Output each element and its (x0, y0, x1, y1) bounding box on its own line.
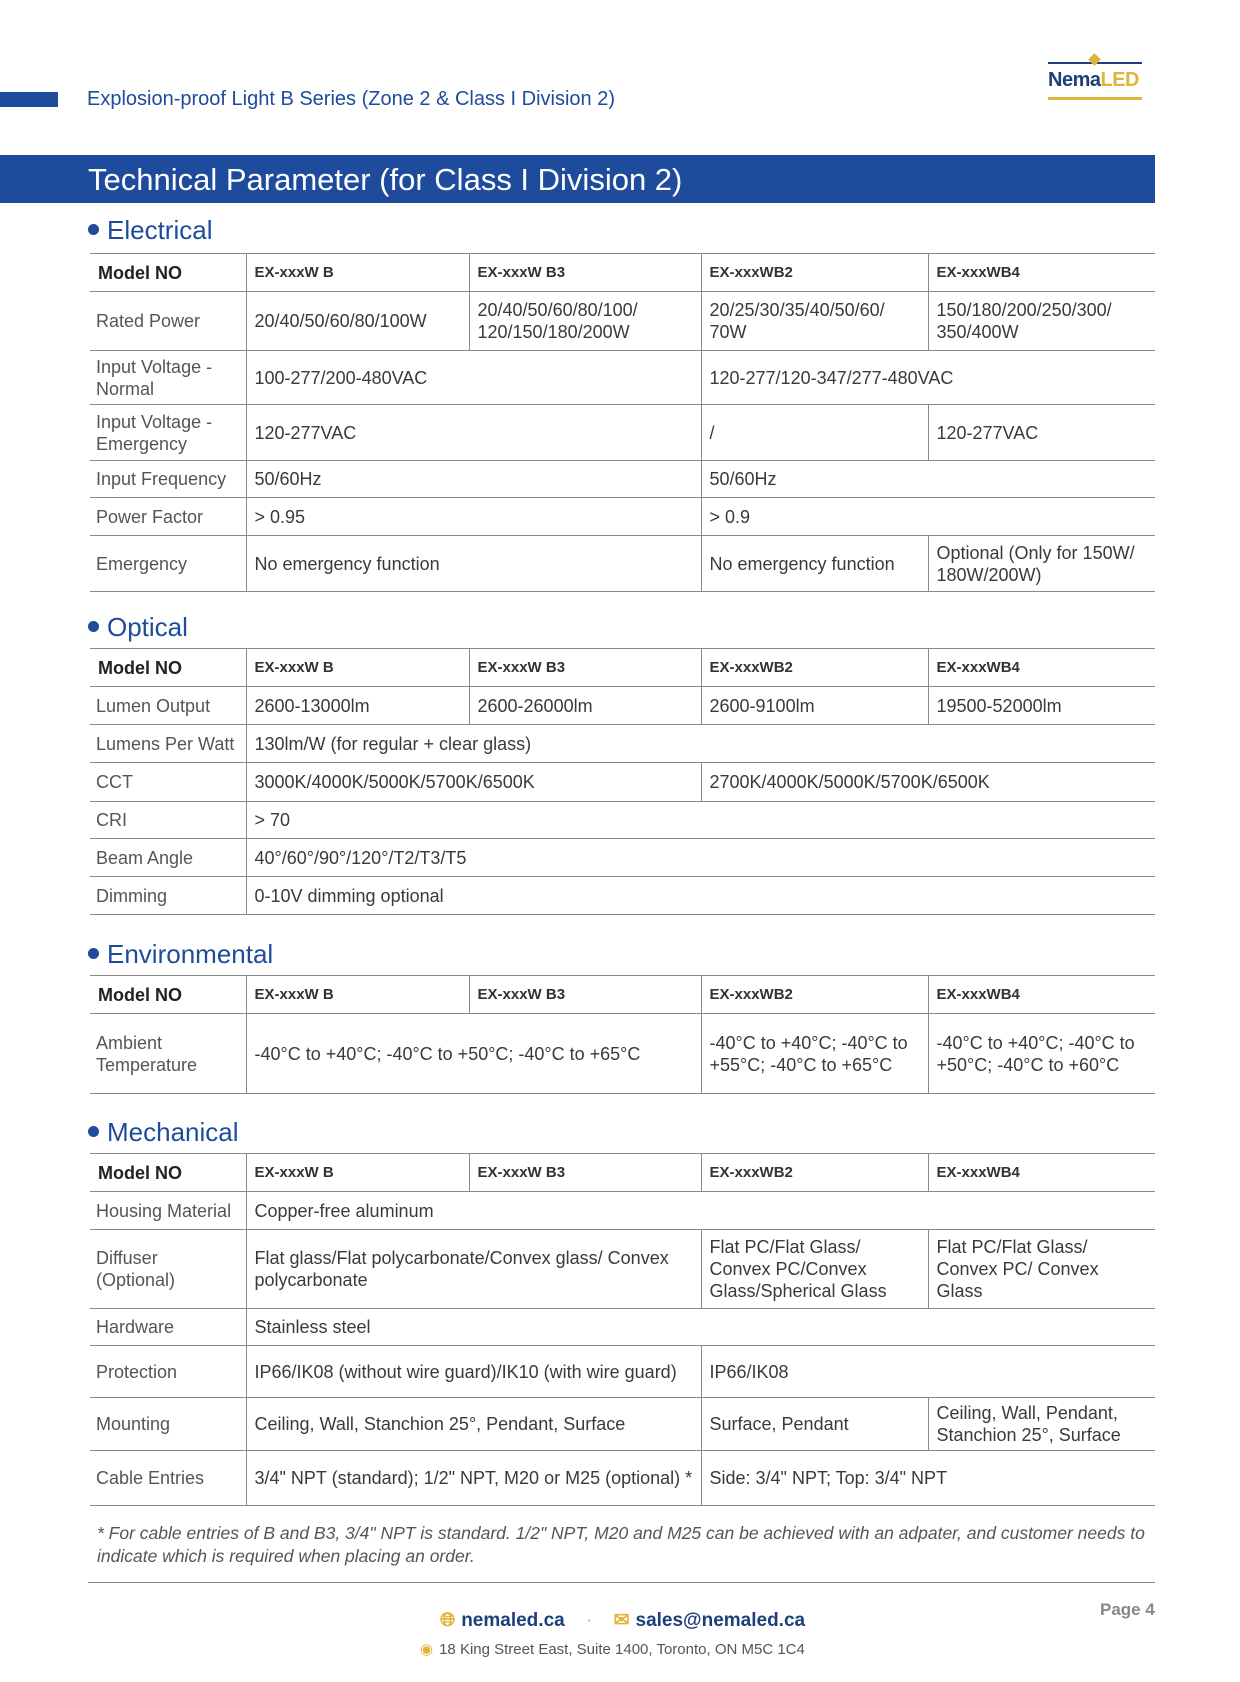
header-cell: EX-xxxWB4 (928, 976, 1155, 1014)
header-cell: Model NO (90, 649, 246, 687)
header-cell: EX-xxxWB4 (928, 649, 1155, 687)
location-pin-icon: ◉ (420, 1641, 434, 1658)
footer-address (420, 1640, 805, 1658)
table-cell: > 0.95 (246, 498, 701, 536)
row-label: Power Factor (90, 498, 246, 536)
table-row (90, 763, 1155, 802)
table-cell: 120-277VAC (928, 405, 1155, 461)
header-cell: EX-xxxWB2 (701, 976, 928, 1014)
cable-entries-footnote: * For cable entries of B and B3, 3/4" NPT is standard. 1/2" NPT, M20 and M25 can be achieved with an adpater, and customer needs to indicate which is required when placing an order. (97, 1523, 1145, 1566)
header-cell: EX-xxxW B (246, 649, 469, 687)
table-row (90, 405, 1155, 461)
table-cell: Flat PC/Flat Glass/ Convex PC/Convex Glass/Spherical Glass (701, 1230, 928, 1309)
row-label: CCT (90, 763, 246, 802)
mechanical-table (90, 1153, 1155, 1506)
header-cell: Model NO (90, 976, 246, 1014)
row-label: Ambient Temperature (90, 1014, 246, 1094)
header-cell: Model NO (90, 1154, 246, 1192)
table-row (90, 1451, 1155, 1506)
address-text: 18 King Street East, Suite 1400, Toronto, ON M5C 1C4 (439, 1641, 805, 1658)
bullet-icon (88, 1126, 99, 1137)
table-cell: 120-277VAC (246, 405, 701, 461)
table-cell: 2600-26000lm (469, 687, 701, 725)
table-row (90, 1398, 1155, 1451)
header-cell: EX-xxxW B3 (469, 649, 701, 687)
table-row (90, 725, 1155, 763)
logo-bottom-line (1048, 97, 1142, 100)
table-row (90, 292, 1155, 351)
table-cell: 150/180/200/250/300/ 350/400W (928, 292, 1155, 351)
table-cell: 20/25/30/35/40/50/60/ 70W (701, 292, 928, 351)
header-cell: EX-xxxWB2 (701, 1154, 928, 1192)
website-link[interactable]: nemaled.ca (461, 1610, 565, 1631)
bullet-icon (88, 948, 99, 959)
company-logo (1040, 52, 1150, 106)
table-row (90, 536, 1155, 592)
table-row (90, 802, 1155, 839)
header-cell: EX-xxxWB4 (928, 254, 1155, 292)
table-cell: > 0.9 (701, 498, 1155, 536)
table-cell: Flat PC/Flat Glass/ Convex PC/ Convex Glass (928, 1230, 1155, 1309)
electrical-table (90, 253, 1155, 592)
row-label: Input Voltage - Emergency (90, 405, 246, 461)
table-cell: 2600-9100lm (701, 687, 928, 725)
header-cell: EX-xxxW B (246, 1154, 469, 1192)
section-heading-environmental: Environmental (88, 939, 273, 970)
row-label: Lumen Output (90, 687, 246, 725)
page-title: Technical Parameter (for Class I Division 2) (88, 162, 683, 197)
table-header-row (90, 976, 1155, 1014)
table-cell: Flat glass/Flat polycarbonate/Convex glass/ Convex polycarbonate (246, 1230, 701, 1309)
table-cell: 100-277/200-480VAC (246, 351, 701, 405)
table-cell: -40°C to +40°C; -40°C to +50°C; -40°C to +65°C (246, 1014, 701, 1094)
table-row (90, 877, 1155, 915)
table-row (90, 687, 1155, 725)
globe-icon: 🌐︎ (440, 1610, 456, 1631)
table-cell: 120-277/120-347/277-480VAC (701, 351, 1155, 405)
row-label: CRI (90, 802, 246, 839)
row-label: Input Voltage - Normal (90, 351, 246, 405)
table-cell: 3/4" NPT (standard); 1/2" NPT, M20 or M25 (optional) * (246, 1451, 701, 1506)
header-cell: EX-xxxW B (246, 976, 469, 1014)
header-cell: EX-xxxWB2 (701, 254, 928, 292)
table-row (90, 1309, 1155, 1346)
optical-table (90, 648, 1155, 915)
table-header-row (90, 649, 1155, 687)
row-label: Emergency (90, 536, 246, 592)
table-cell: 20/40/50/60/80/100/ 120/150/180/200W (469, 292, 701, 351)
table-cell: 130lm/W (for regular + clear glass) (246, 725, 1155, 763)
table-cell: 20/40/50/60/80/100W (246, 292, 469, 351)
table-cell: Surface, Pendant (701, 1398, 928, 1451)
row-label: Lumens Per Watt (90, 725, 246, 763)
email-link[interactable]: sales@nemaled.ca (635, 1610, 806, 1631)
row-label: Housing Material (90, 1192, 246, 1230)
table-cell: 50/60Hz (701, 461, 1155, 498)
table-cell: 3000K/4000K/5000K/5700K/6500K (246, 763, 701, 802)
row-label: Dimming (90, 877, 246, 915)
header-accent-bar (0, 92, 58, 107)
table-cell: Optional (Only for 150W/ 180W/200W) (928, 536, 1155, 592)
table-cell: Ceiling, Wall, Stanchion 25°, Pendant, Surface (246, 1398, 701, 1451)
table-cell: > 70 (246, 802, 1155, 839)
table-cell: 2700K/4000K/5000K/5700K/6500K (701, 763, 1155, 802)
document-series-title: Explosion-proof Light B Series (Zone 2 & Class I Division 2) (87, 88, 616, 110)
table-row (90, 1014, 1155, 1094)
table-cell: -40°C to +40°C; -40°C to +55°C; -40°C to +65°C (701, 1014, 928, 1094)
table-cell: Ceiling, Wall, Pendant, Stanchion 25°, Surface (928, 1398, 1155, 1451)
footer-divider (88, 1582, 1155, 1583)
bullet-icon (88, 224, 99, 235)
table-cell: 0-10V dimming optional (246, 877, 1155, 915)
header-cell: EX-xxxW B3 (469, 1154, 701, 1192)
header-cell: EX-xxxW B3 (469, 254, 701, 292)
table-cell: No emergency function (246, 536, 701, 592)
row-label: Input Frequency (90, 461, 246, 498)
header-cell: Model NO (90, 254, 246, 292)
row-label: Cable Entries (90, 1451, 246, 1506)
table-cell: Side: 3/4" NPT; Top: 3/4" NPT (701, 1451, 1155, 1506)
table-row (90, 1346, 1155, 1398)
table-cell: 19500-52000lm (928, 687, 1155, 725)
header-cell: EX-xxxW B3 (469, 976, 701, 1014)
table-cell: -40°C to +40°C; -40°C to +50°C; -40°C to +60°C (928, 1014, 1155, 1094)
table-cell: IP66/IK08 (701, 1346, 1155, 1398)
table-row (90, 351, 1155, 405)
table-cell: Stainless steel (246, 1309, 1155, 1346)
table-header-row (90, 1154, 1155, 1192)
table-row (90, 839, 1155, 877)
row-label: Mounting (90, 1398, 246, 1451)
row-label: Rated Power (90, 292, 246, 351)
row-label: Hardware (90, 1309, 246, 1346)
logo-text: NemaLED (1048, 69, 1139, 91)
bullet-icon (88, 621, 99, 632)
table-row (90, 498, 1155, 536)
table-cell: Copper-free aluminum (246, 1192, 1155, 1230)
page-title-banner (0, 155, 1155, 203)
environmental-table (90, 975, 1155, 1094)
header-cell: EX-xxxW B (246, 254, 469, 292)
footer-separator: · (585, 1610, 593, 1631)
table-row (90, 1230, 1155, 1309)
table-cell: 2600-13000lm (246, 687, 469, 725)
page-number: Page 4 (1100, 1600, 1155, 1619)
table-cell: 40°/60°/90°/120°/T2/T3/T5 (246, 839, 1155, 877)
table-header-row (90, 254, 1155, 292)
header-cell: EX-xxxWB4 (928, 1154, 1155, 1192)
row-label: Beam Angle (90, 839, 246, 877)
footer-contact (440, 1609, 805, 1632)
table-cell: / (701, 405, 928, 461)
section-heading-electrical: Electrical (88, 215, 212, 246)
row-label: Diffuser (Optional) (90, 1230, 246, 1309)
mail-icon: ✉︎ (613, 1610, 630, 1631)
table-row (90, 461, 1155, 498)
section-heading-mechanical: Mechanical (88, 1117, 239, 1148)
table-cell: 50/60Hz (246, 461, 701, 498)
header-cell: EX-xxxWB2 (701, 649, 928, 687)
row-label: Protection (90, 1346, 246, 1398)
table-cell: No emergency function (701, 536, 928, 592)
table-row (90, 1192, 1155, 1230)
table-cell: IP66/IK08 (without wire guard)/IK10 (with wire guard) (246, 1346, 701, 1398)
section-heading-optical: Optical (88, 612, 188, 643)
